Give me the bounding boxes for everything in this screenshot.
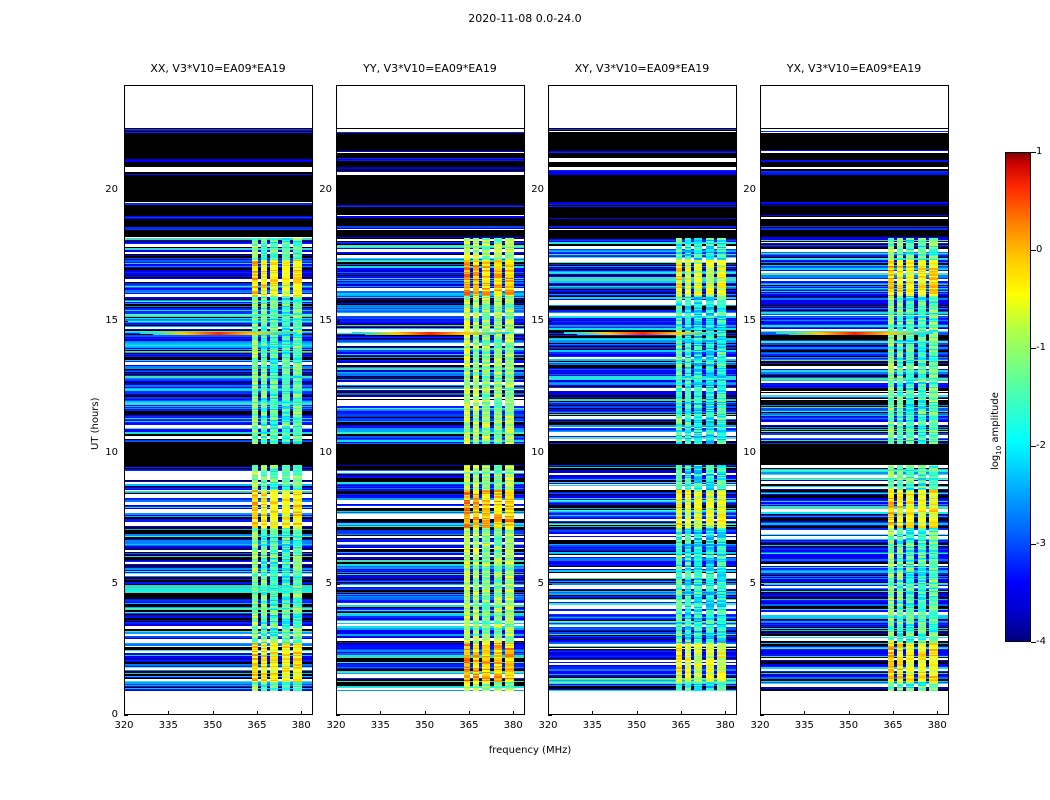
- colorbar-tick-label: 1: [1036, 146, 1043, 157]
- x-tick-label: 380: [715, 720, 735, 731]
- y-tick-mark: [760, 453, 764, 454]
- x-tick-mark: [336, 711, 337, 715]
- x-tick-mark: [681, 711, 682, 715]
- y-tick-mark: [760, 715, 764, 716]
- x-tick-mark: [592, 711, 593, 715]
- x-tick-mark: [760, 711, 761, 715]
- x-tick-label: 335: [794, 720, 814, 731]
- spectrogram-panel-yy: [336, 85, 525, 715]
- panel-title-xx: XX, V3*V10=EA09*EA19: [150, 62, 286, 75]
- colorbar-tick-mark: [1031, 348, 1036, 349]
- y-tick-label: 5: [325, 577, 332, 589]
- colorbar-tick-label: -3: [1036, 538, 1046, 549]
- x-tick-label: 380: [291, 720, 311, 731]
- y-tick-label: 15: [531, 315, 544, 327]
- y-tick-mark: [548, 715, 552, 716]
- colorbar-tick-mark: [1031, 446, 1036, 447]
- y-tick-mark: [336, 715, 340, 716]
- x-tick-mark: [124, 711, 125, 715]
- y-tick-label: 20: [105, 184, 118, 195]
- y-tick-label: 20: [531, 184, 544, 195]
- colorbar-tick-label: -2: [1036, 440, 1046, 451]
- y-tick-mark: [336, 190, 340, 191]
- y-tick-mark: [336, 321, 340, 322]
- x-tick-mark: [168, 711, 169, 715]
- spectrogram-panel-xy: [548, 85, 737, 715]
- y-tick-label: 15: [105, 315, 118, 327]
- y-tick-mark: [548, 321, 552, 322]
- y-tick-label: 10: [105, 446, 118, 458]
- y-tick-label: 20: [319, 184, 332, 195]
- y-tick-label: 10: [531, 446, 544, 458]
- colorbar-tick-label: -4: [1036, 636, 1046, 647]
- x-tick-label: 365: [883, 720, 903, 731]
- y-tick-mark: [124, 715, 128, 716]
- y-tick-mark: [760, 190, 764, 191]
- x-tick-label: 380: [927, 720, 947, 731]
- y-tick-mark: [548, 584, 552, 585]
- x-tick-label: 365: [459, 720, 479, 731]
- x-tick-mark: [637, 711, 638, 715]
- y-tick-label: 5: [749, 577, 756, 589]
- y-tick-label: 5: [111, 577, 118, 589]
- x-tick-mark: [469, 711, 470, 715]
- colorbar-tick-label: -1: [1036, 342, 1046, 353]
- x-tick-label: 335: [158, 720, 178, 731]
- x-tick-mark: [893, 711, 894, 715]
- colorbar-tick-label: 0: [1036, 244, 1043, 255]
- x-tick-mark: [301, 711, 302, 715]
- x-tick-label: 320: [538, 720, 558, 731]
- x-tick-label: 380: [503, 720, 523, 731]
- y-tick-mark: [124, 190, 128, 191]
- panel-title-yy: YY, V3*V10=EA09*EA19: [363, 62, 497, 75]
- y-tick-label: 5: [537, 577, 544, 589]
- y-tick-label: 15: [319, 315, 332, 327]
- colorbar-tick-mark: [1031, 544, 1036, 545]
- x-tick-label: 320: [750, 720, 770, 731]
- x-tick-mark: [548, 711, 549, 715]
- y-tick-label: 0: [111, 709, 118, 720]
- x-tick-mark: [849, 711, 850, 715]
- x-tick-label: 350: [839, 720, 859, 731]
- x-tick-mark: [213, 711, 214, 715]
- figure-suptitle: 2020-11-08 0.0-24.0: [468, 12, 582, 25]
- y-tick-mark: [760, 584, 764, 585]
- colorbar-tick-mark: [1031, 152, 1036, 153]
- y-tick-mark: [548, 453, 552, 454]
- colorbar: [1005, 152, 1031, 642]
- y-tick-mark: [760, 321, 764, 322]
- panel-title-yx: YX, V3*V10=EA09*EA19: [786, 62, 922, 75]
- y-axis-label: UT (hours): [90, 397, 101, 450]
- spectrogram-panel-yx: [760, 85, 949, 715]
- x-tick-mark: [937, 711, 938, 715]
- x-tick-label: 350: [203, 720, 223, 731]
- x-tick-label: 335: [582, 720, 602, 731]
- colorbar-tick-mark: [1031, 250, 1036, 251]
- spectrogram-panel-xx: [124, 85, 313, 715]
- x-tick-label: 350: [627, 720, 647, 731]
- y-tick-label: 10: [743, 446, 756, 458]
- x-tick-label: 365: [671, 720, 691, 731]
- x-tick-label: 320: [326, 720, 346, 731]
- x-tick-label: 350: [415, 720, 435, 731]
- x-tick-label: 320: [114, 720, 134, 731]
- x-tick-mark: [425, 711, 426, 715]
- y-tick-label: 10: [319, 446, 332, 458]
- y-tick-label: 15: [743, 315, 756, 327]
- x-tick-mark: [804, 711, 805, 715]
- x-tick-label: 335: [370, 720, 390, 731]
- x-tick-label: 365: [247, 720, 267, 731]
- colorbar-label: $\log_{10}$ amplitude: [990, 392, 1003, 470]
- y-tick-label: 20: [743, 184, 756, 195]
- x-tick-mark: [513, 711, 514, 715]
- y-tick-mark: [336, 584, 340, 585]
- y-tick-mark: [124, 321, 128, 322]
- x-tick-mark: [257, 711, 258, 715]
- y-tick-mark: [124, 584, 128, 585]
- x-tick-mark: [725, 711, 726, 715]
- colorbar-tick-mark: [1031, 642, 1036, 643]
- y-tick-mark: [336, 453, 340, 454]
- panel-title-xy: XY, V3*V10=EA09*EA19: [574, 62, 710, 75]
- x-tick-mark: [380, 711, 381, 715]
- y-tick-mark: [124, 453, 128, 454]
- x-axis-label: frequency (MHz): [488, 745, 572, 756]
- y-tick-mark: [548, 190, 552, 191]
